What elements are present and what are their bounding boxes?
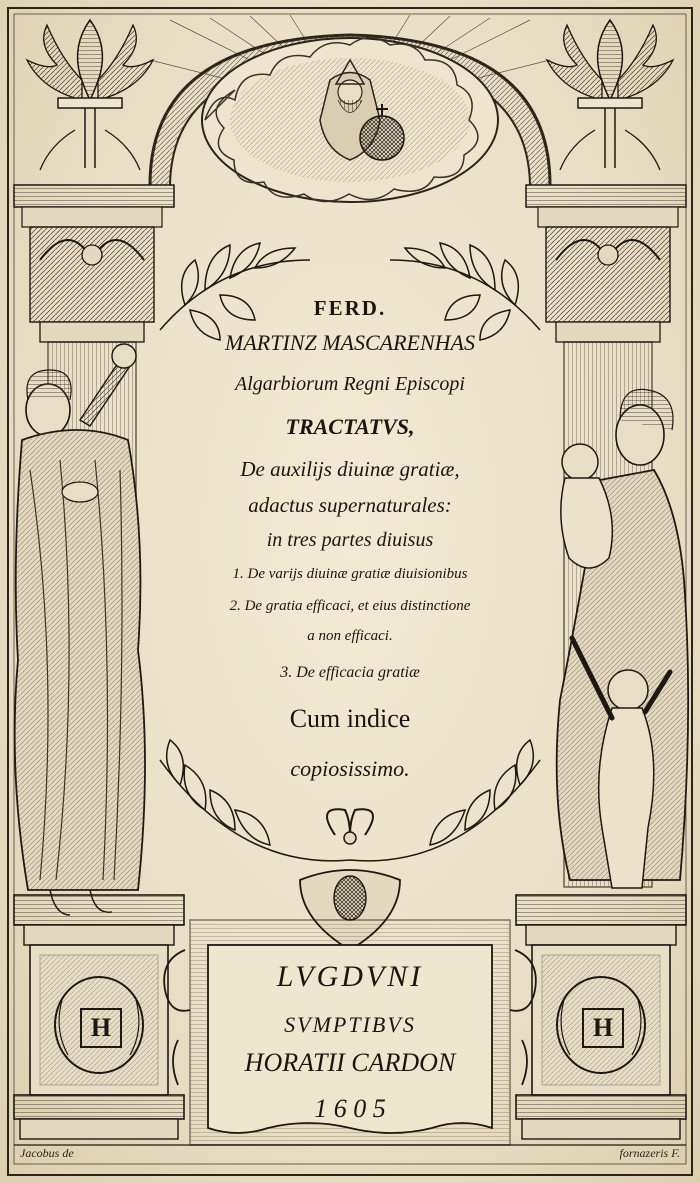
monogram-right: H [582, 1008, 624, 1048]
fleur-de-lis-left [27, 20, 153, 170]
subtitle-line-2: adactus supernaturales: [248, 493, 452, 517]
index-line-2: copiosissimo. [290, 756, 410, 781]
fleur-de-lis-right [547, 20, 673, 170]
subtitle-line-1: De auxilijs diuinæ gratiæ, [240, 457, 460, 481]
part-3: 3. De efficacia gratiæ [280, 664, 420, 681]
author-name: MARTINZ MASCARENHAS [225, 330, 475, 355]
part-1: 1. De varijs diuinæ gratiæ diuisionibus [232, 566, 468, 582]
index-line-1: Cum indice [289, 704, 411, 733]
cloud-glory [202, 38, 498, 203]
laurel-branch-top-left [160, 243, 310, 340]
imprint-sumptibus: SVMPTIBVS [284, 1012, 416, 1037]
engraver-signature-right: fornazeris F. [619, 1146, 680, 1160]
author-prefix: FERD. [313, 296, 387, 320]
imprint-publisher: HORATII CARDON [244, 1048, 456, 1077]
imprint-city: LVGDVNI [276, 960, 424, 993]
engraver-signature-left: Jacobus de [20, 1146, 74, 1160]
subtitle-line-3: in tres partes diuisus [266, 529, 434, 551]
laurel-branch-top-right [390, 243, 540, 340]
part-2-continued: a non efficaci. [307, 628, 393, 644]
author-office: Algarbiorum Regni Episcopi [235, 373, 465, 395]
part-2: 2. De gratia efficaci, et eius distinctione [229, 598, 471, 614]
work-title: TRACTATVS, [285, 414, 415, 439]
monogram-left: H [80, 1008, 122, 1048]
imprint-year: 1 6 0 5 [314, 1094, 386, 1123]
